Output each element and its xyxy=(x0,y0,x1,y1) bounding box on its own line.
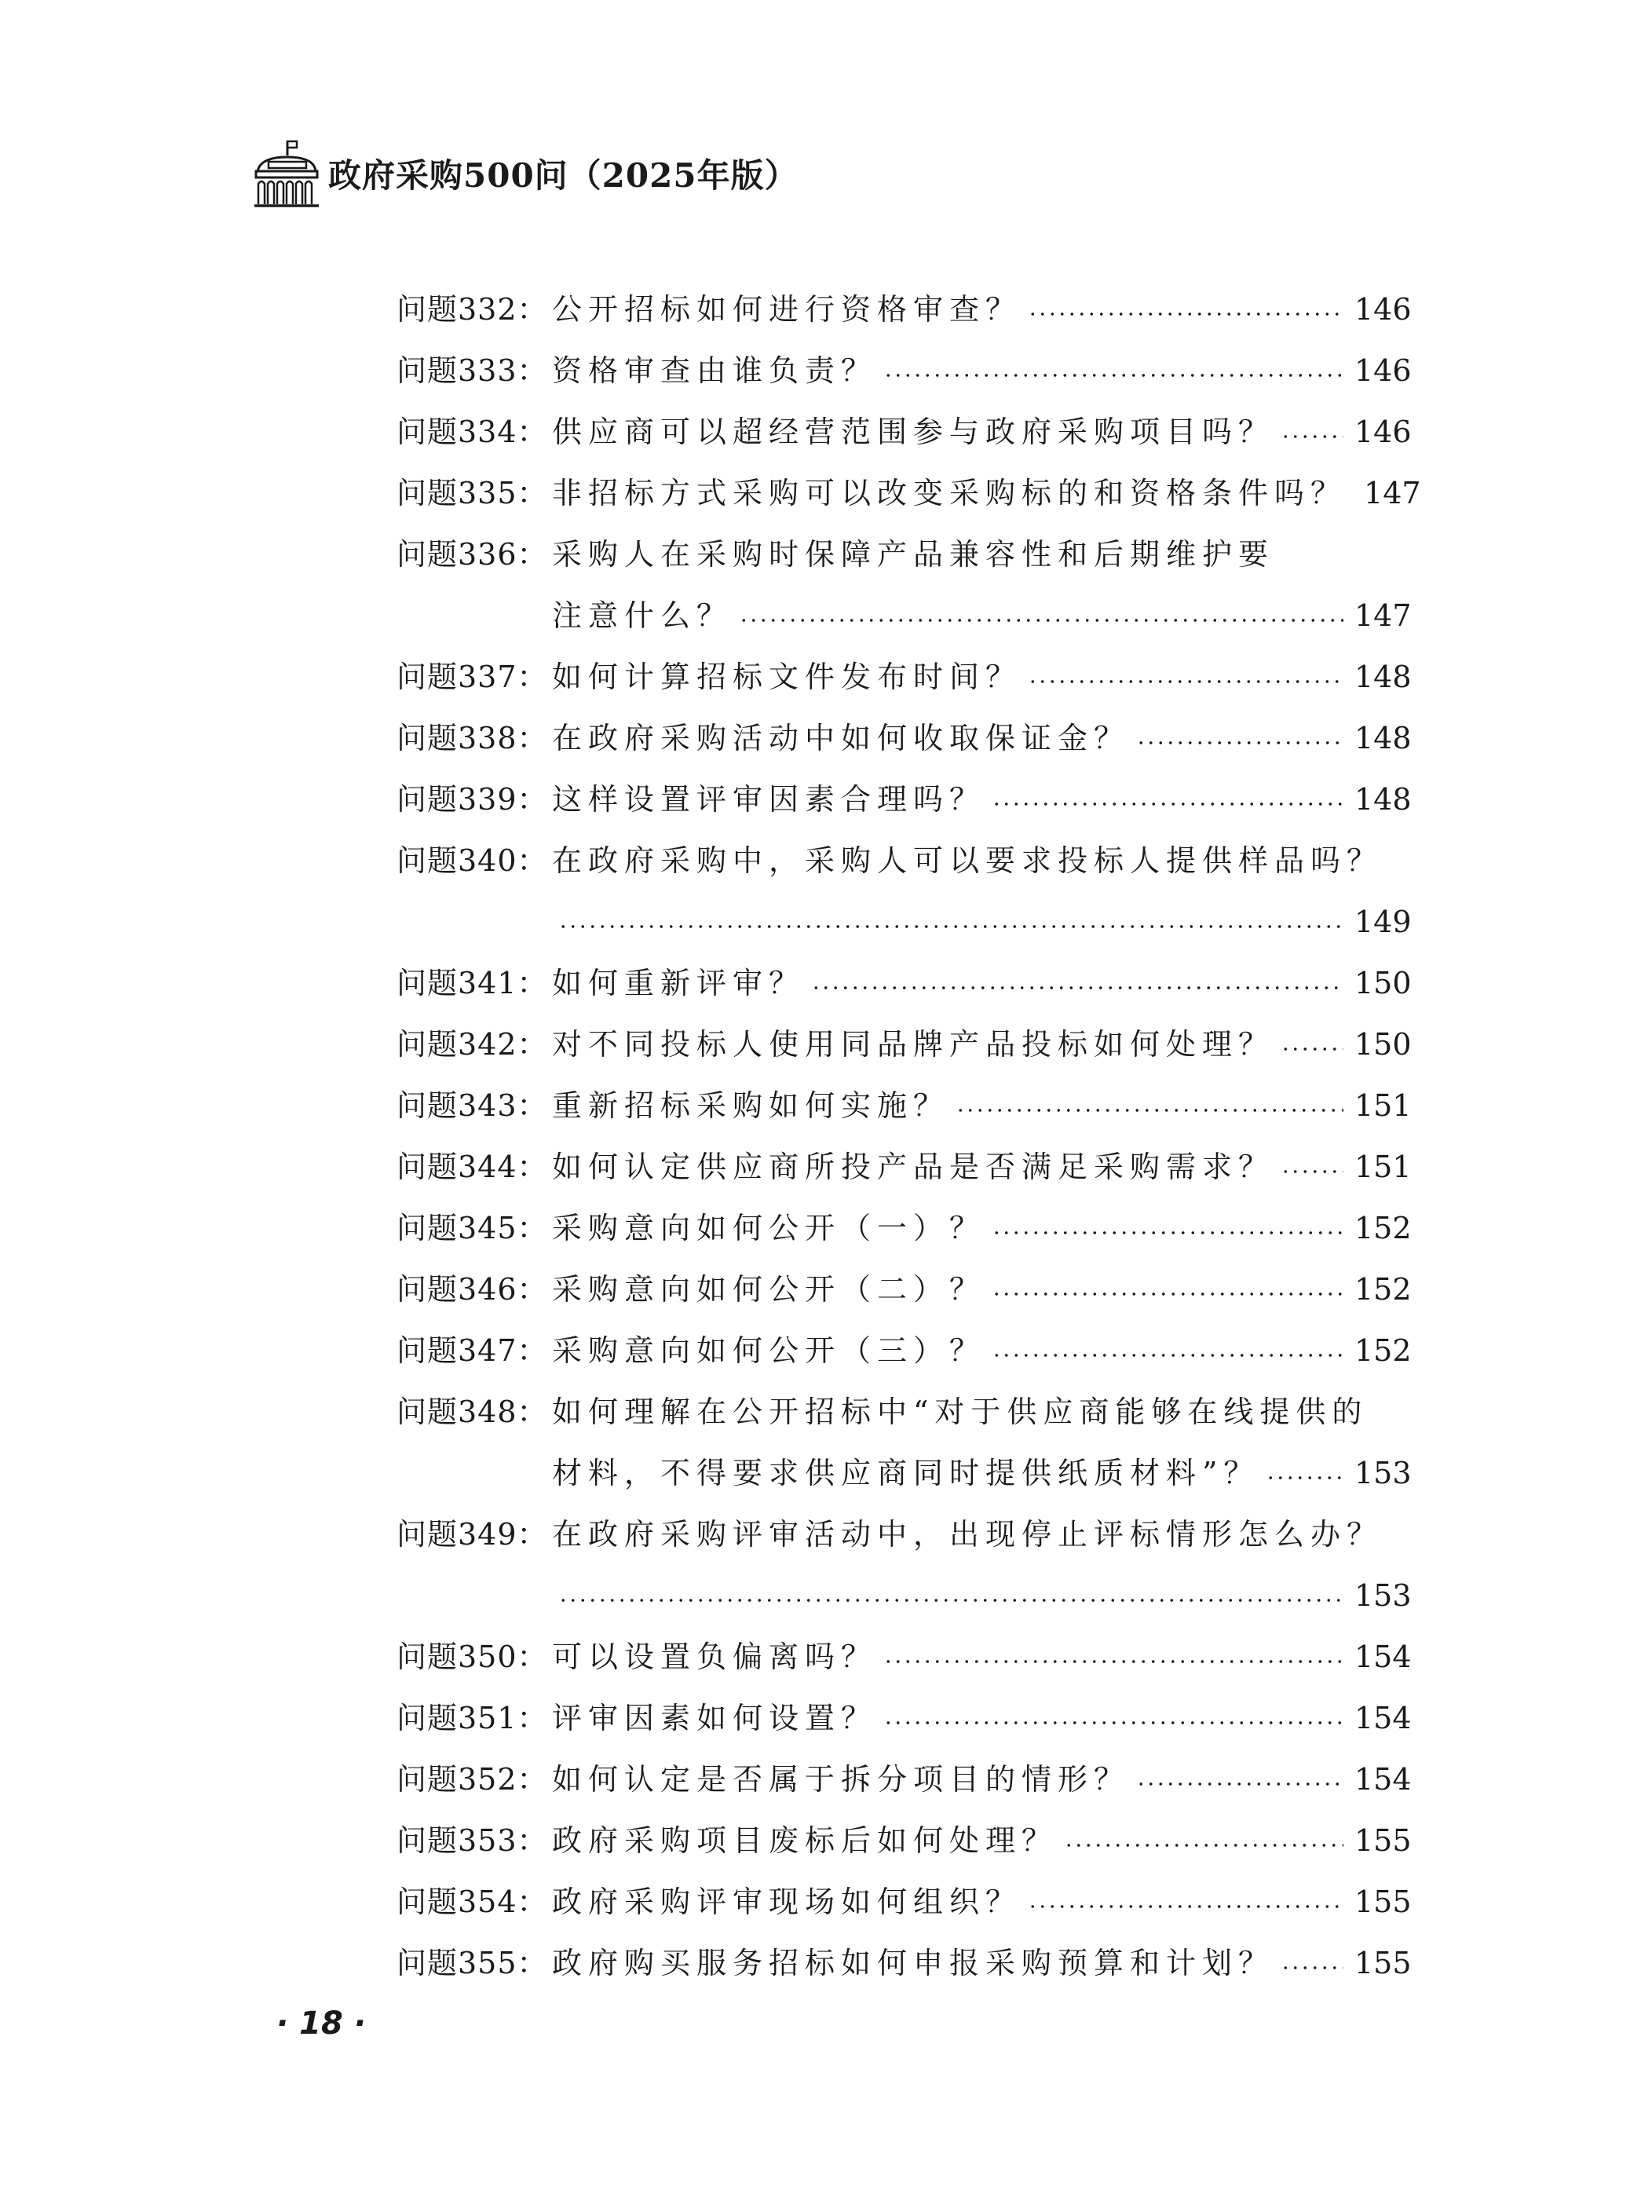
page-reference: 148 xyxy=(1354,721,1412,755)
toc-entry[interactable] xyxy=(397,1136,1412,1197)
toc-line xyxy=(397,585,1412,646)
dot-leader xyxy=(992,1292,1343,1296)
question-title: 如何计算招标文件发布时间？ xyxy=(552,660,1022,694)
page-reference: 151 xyxy=(1354,1150,1412,1184)
dot-leader xyxy=(1136,1782,1343,1786)
page-reference: 151 xyxy=(1354,1088,1412,1123)
toc-line xyxy=(397,1932,1412,1994)
page-reference: 152 xyxy=(1354,1272,1412,1307)
dot-leader xyxy=(1281,434,1343,439)
book-title: 政府采购500问（2025年版） xyxy=(328,156,799,195)
dot-leader xyxy=(558,924,1343,929)
dot-leader xyxy=(992,802,1343,806)
toc-entry[interactable] xyxy=(397,340,1412,401)
page-reference: 154 xyxy=(1354,1701,1412,1735)
toc-line xyxy=(397,340,1412,401)
toc-line xyxy=(397,1136,1412,1197)
question-number: 问题335： xyxy=(397,476,548,510)
question-title: 如何重新评审？ xyxy=(552,966,806,1000)
page-number: · 18 · xyxy=(276,2005,366,2042)
question-number: 问题342： xyxy=(397,1027,548,1062)
toc-line xyxy=(397,1075,1412,1136)
dot-leader xyxy=(956,1108,1343,1113)
question-title: 采购人在采购时保障产品兼容性和后期维护要 xyxy=(552,537,1275,572)
dot-leader xyxy=(1281,1047,1343,1051)
dot-leader xyxy=(1281,1169,1343,1174)
question-title: 供应商可以超经营范围参与政府采购项目吗？ xyxy=(552,415,1275,449)
question-number: 问题355： xyxy=(397,1946,548,1980)
toc-entry[interactable] xyxy=(397,524,1412,646)
toc-line xyxy=(397,891,1412,952)
page-reference: 152 xyxy=(1354,1333,1412,1368)
toc-line xyxy=(397,1320,1412,1381)
toc-entry[interactable] xyxy=(397,401,1412,463)
dot-leader xyxy=(739,618,1343,623)
toc-line xyxy=(397,769,1412,830)
toc-entry[interactable] xyxy=(397,1320,1412,1381)
toc-entry[interactable] xyxy=(397,1259,1412,1320)
toc-entry[interactable] xyxy=(397,1381,1412,1504)
page-reference: 148 xyxy=(1354,660,1412,694)
dot-leader xyxy=(558,1598,1343,1603)
toc-line xyxy=(397,1381,1402,1442)
toc-line xyxy=(397,279,1412,340)
dot-leader xyxy=(883,1720,1343,1725)
page-reference: 146 xyxy=(1354,415,1412,449)
toc-line xyxy=(397,401,1412,463)
question-title: 政府购买服务招标如何申报采购预算和计划？ xyxy=(552,1946,1275,1980)
government-building-icon xyxy=(253,138,320,209)
page-reference: 147 xyxy=(1354,598,1412,633)
toc-entry[interactable] xyxy=(397,1197,1412,1259)
question-number: 问题337： xyxy=(397,660,548,694)
question-number: 问题333： xyxy=(397,353,548,388)
dot-leader xyxy=(1028,1904,1343,1909)
page-reference: 148 xyxy=(1354,782,1412,817)
dot-leader xyxy=(883,373,1343,378)
toc-line xyxy=(397,1626,1412,1687)
question-title: 公开招标如何进行资格审查？ xyxy=(552,292,1022,327)
dot-leader xyxy=(811,985,1343,990)
toc-entry[interactable] xyxy=(397,1749,1412,1810)
question-title: 这样设置评审因素合理吗？ xyxy=(552,782,986,817)
page-reference: 149 xyxy=(1354,905,1412,939)
question-title: 对不同投标人使用同品牌产品投标如何处理？ xyxy=(552,1027,1275,1062)
toc-entry[interactable] xyxy=(397,1075,1412,1136)
question-number: 问题352： xyxy=(397,1762,548,1797)
toc-line xyxy=(397,1749,1412,1810)
question-number: 问题339： xyxy=(397,782,548,817)
question-title: 在政府采购评审活动中，出现停止评标情形怎么办？ xyxy=(552,1517,1383,1552)
question-title: 评审因素如何设置？ xyxy=(552,1701,878,1735)
toc-entry[interactable] xyxy=(397,830,1412,952)
question-number: 问题353： xyxy=(397,1823,548,1858)
dot-leader xyxy=(1064,1843,1343,1848)
table-of-contents xyxy=(397,279,1421,1994)
question-number: 问题344： xyxy=(397,1150,548,1184)
dot-leader xyxy=(1136,740,1343,745)
question-number: 问题348： xyxy=(397,1395,548,1429)
question-title: 重新招标采购如何实施？ xyxy=(552,1088,950,1123)
page-reference: 155 xyxy=(1354,1885,1412,1919)
page-reference: 152 xyxy=(1354,1211,1412,1245)
page-reference: 150 xyxy=(1354,1027,1412,1062)
toc-entry[interactable] xyxy=(397,463,1421,524)
toc-line xyxy=(397,1871,1412,1932)
question-number: 问题347： xyxy=(397,1333,548,1368)
toc-entry[interactable] xyxy=(397,1626,1412,1687)
toc-entry[interactable] xyxy=(397,1504,1412,1626)
question-number: 问题340： xyxy=(397,843,548,878)
toc-entry[interactable] xyxy=(397,1932,1412,1994)
question-number: 问题345： xyxy=(397,1211,548,1245)
question-title: 在政府采购活动中如何收取保证金？ xyxy=(552,721,1131,755)
toc-entry[interactable] xyxy=(397,1810,1412,1871)
question-number: 问题343： xyxy=(397,1088,548,1123)
toc-line xyxy=(397,1687,1412,1749)
question-title: 可以设置负偏离吗？ xyxy=(552,1640,878,1674)
question-title: 注意什么？ xyxy=(552,598,733,633)
toc-entry[interactable] xyxy=(397,952,1412,1014)
toc-entry[interactable] xyxy=(397,1687,1412,1749)
question-number: 问题351： xyxy=(397,1701,548,1735)
toc-line xyxy=(397,646,1412,707)
question-title: 资格审查由谁负责？ xyxy=(552,353,878,388)
question-title: 政府采购评审现场如何组织？ xyxy=(552,1885,1022,1919)
toc-entry[interactable] xyxy=(397,1014,1412,1075)
question-title: 如何认定供应商所投产品是否满足采购需求？ xyxy=(552,1150,1275,1184)
question-title: 材料，不得要求供应商同时提供纸质材料”？ xyxy=(552,1456,1260,1490)
dot-leader xyxy=(1028,679,1343,684)
toc-line xyxy=(397,463,1421,524)
dot-leader xyxy=(992,1230,1343,1235)
question-number: 问题349： xyxy=(397,1517,548,1552)
toc-line xyxy=(397,1197,1412,1259)
dot-leader xyxy=(1266,1475,1343,1480)
question-number: 问题354： xyxy=(397,1885,548,1919)
toc-line xyxy=(397,1442,1412,1504)
page-reference: 153 xyxy=(1354,1456,1412,1490)
question-title: 采购意向如何公开（三）？ xyxy=(552,1333,986,1368)
page-reference: 154 xyxy=(1354,1762,1412,1797)
toc-line xyxy=(397,707,1412,769)
toc-line xyxy=(397,1565,1412,1626)
toc-entry[interactable] xyxy=(397,1871,1412,1932)
page-reference: 147 xyxy=(1364,476,1421,510)
toc-line xyxy=(397,524,1402,585)
dot-leader xyxy=(883,1659,1343,1664)
question-title: 非招标方式采购可以改变采购标的和资格条件吗？ xyxy=(552,476,1347,510)
question-title: 如何理解在公开招标中“对于供应商能够在线提供的 xyxy=(552,1395,1369,1429)
page-reference: 150 xyxy=(1354,966,1412,1000)
page-reference: 153 xyxy=(1354,1578,1412,1613)
question-title: 在政府采购中，采购人可以要求投标人提供样品吗？ xyxy=(552,843,1383,878)
toc-entry[interactable] xyxy=(397,769,1412,830)
running-header xyxy=(253,138,799,209)
question-title: 采购意向如何公开（二）？ xyxy=(552,1272,986,1307)
question-number: 问题346： xyxy=(397,1272,548,1307)
toc-entry[interactable] xyxy=(397,279,1412,340)
toc-line xyxy=(397,1259,1412,1320)
question-number: 问题332： xyxy=(397,292,548,327)
page-reference: 146 xyxy=(1354,292,1412,327)
page-reference: 155 xyxy=(1354,1946,1412,1980)
dot-leader xyxy=(1028,312,1343,316)
toc-line xyxy=(397,1504,1402,1565)
question-number: 问题338： xyxy=(397,721,548,755)
question-number: 问题334： xyxy=(397,415,548,449)
question-title: 采购意向如何公开（一）？ xyxy=(552,1211,986,1245)
dot-leader xyxy=(1281,1965,1343,1970)
toc-line xyxy=(397,830,1402,891)
toc-line xyxy=(397,1014,1412,1075)
toc-line xyxy=(397,1810,1412,1871)
toc-entry[interactable] xyxy=(397,646,1412,707)
question-number: 问题336： xyxy=(397,537,548,572)
toc-entry[interactable] xyxy=(397,707,1412,769)
question-title: 如何认定是否属于拆分项目的情形？ xyxy=(552,1762,1131,1797)
question-title: 政府采购项目废标后如何处理？ xyxy=(552,1823,1058,1858)
page-reference: 155 xyxy=(1354,1823,1412,1858)
page-reference: 146 xyxy=(1354,353,1412,388)
question-number: 问题350： xyxy=(397,1640,548,1674)
toc-line xyxy=(397,952,1412,1014)
dot-leader xyxy=(992,1353,1343,1358)
question-number: 问题341： xyxy=(397,966,548,1000)
page-reference: 154 xyxy=(1354,1640,1412,1674)
